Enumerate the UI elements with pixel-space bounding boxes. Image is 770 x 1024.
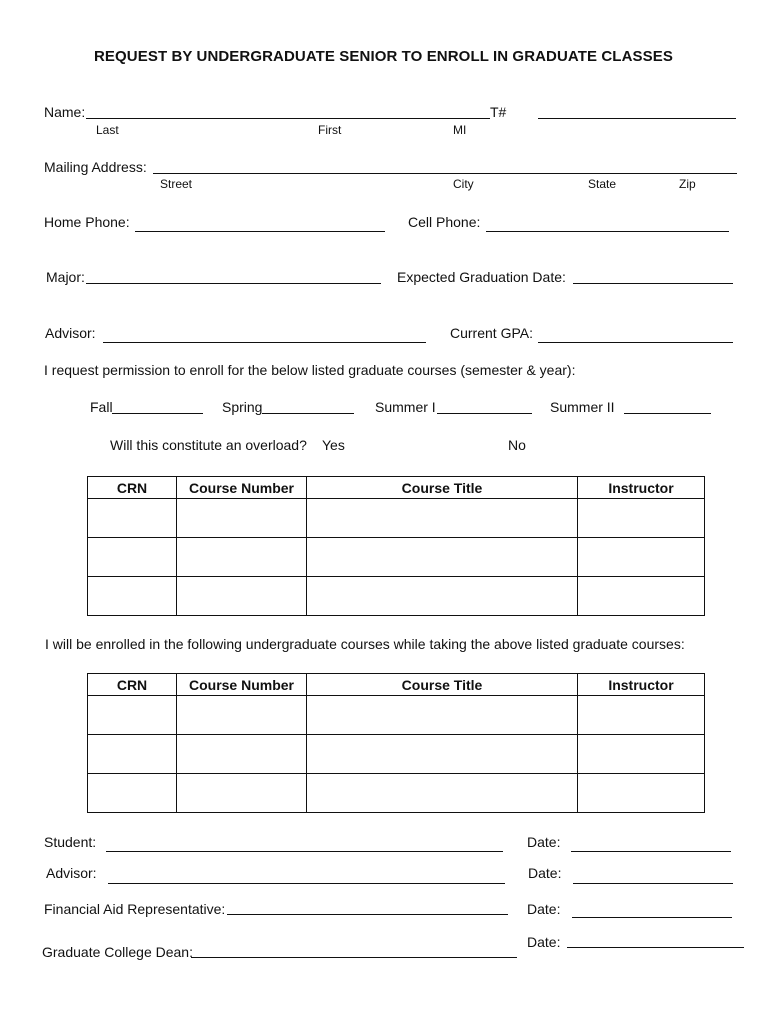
home-phone-label: Home Phone:: [44, 214, 130, 230]
major-label: Major:: [46, 269, 85, 285]
instructor-cell[interactable]: [578, 499, 705, 538]
graduate-courses-table: [87, 476, 705, 616]
course-number-cell[interactable]: [177, 735, 307, 774]
header-crn: CRN: [88, 477, 177, 499]
address-sub-city: City: [453, 177, 474, 191]
table-row: [88, 696, 705, 735]
header-course-title: Course Title: [307, 477, 578, 499]
address-label: Mailing Address:: [44, 159, 147, 175]
table-row: [88, 538, 705, 577]
grad-date-label: Expected Graduation Date:: [397, 269, 566, 285]
tnum-field[interactable]: [538, 118, 736, 119]
fall-label: Fall: [90, 399, 113, 415]
summer2-field[interactable]: [624, 413, 711, 414]
grad-date-field[interactable]: [573, 283, 733, 284]
undergraduate-courses-table: [87, 673, 705, 813]
crn-cell[interactable]: [88, 577, 177, 616]
name-sub-first: First: [318, 123, 342, 137]
cell-phone-label: Cell Phone:: [408, 214, 481, 230]
instructor-cell[interactable]: [578, 538, 705, 577]
gpa-field[interactable]: [538, 342, 733, 343]
dean-sign-label: Graduate College Dean:: [42, 944, 193, 960]
finaid-date-field[interactable]: [572, 917, 732, 918]
crn-cell[interactable]: [88, 696, 177, 735]
course-number-cell[interactable]: [177, 577, 307, 616]
course-number-cell[interactable]: [177, 538, 307, 577]
course-title-cell[interactable]: [307, 538, 578, 577]
instructor-cell[interactable]: [578, 774, 705, 813]
name-sub-last: Last: [96, 123, 119, 137]
instructor-cell[interactable]: [578, 577, 705, 616]
cell-phone-field[interactable]: [486, 231, 729, 232]
table-row: [88, 735, 705, 774]
summer1-field[interactable]: [437, 413, 532, 414]
overload-no[interactable]: No: [508, 437, 526, 453]
crn-cell[interactable]: [88, 774, 177, 813]
address-sub-zip: Zip: [679, 177, 696, 191]
spring-field[interactable]: [262, 413, 354, 414]
course-title-cell[interactable]: [307, 577, 578, 616]
course-number-cell[interactable]: [177, 696, 307, 735]
header-crn: CRN: [88, 674, 177, 696]
name-field[interactable]: [86, 118, 490, 119]
dean-sign-field[interactable]: [191, 957, 517, 958]
header-instructor: Instructor: [578, 477, 705, 499]
advisor-field[interactable]: [103, 342, 426, 343]
course-title-cell[interactable]: [307, 499, 578, 538]
table-row: [88, 577, 705, 616]
course-title-cell[interactable]: [307, 696, 578, 735]
advisor-sign-label: Advisor:: [46, 865, 97, 881]
overload-question: Will this constitute an overload?: [110, 437, 307, 453]
request-text: I request permission to enroll for the below listed graduate courses (semester & year):: [44, 362, 576, 378]
dean-date-field[interactable]: [567, 947, 744, 948]
advisor-date-field[interactable]: [573, 883, 733, 884]
student-date-label: Date:: [527, 834, 561, 850]
gpa-label: Current GPA:: [450, 325, 533, 341]
tnum-label: T#: [490, 104, 507, 120]
dean-date-label: Date:: [527, 934, 561, 950]
finaid-sign-field[interactable]: [227, 914, 508, 915]
crn-cell[interactable]: [88, 735, 177, 774]
student-sign-field[interactable]: [106, 851, 503, 852]
table-row: [88, 774, 705, 813]
overload-yes[interactable]: Yes: [322, 437, 345, 453]
student-sign-label: Student:: [44, 834, 97, 850]
summer1-label: Summer I: [375, 399, 436, 415]
home-phone-field[interactable]: [135, 231, 385, 232]
undergrad-text: I will be enrolled in the following undergraduate courses while taking the above listed graduate courses:: [45, 636, 685, 652]
summer2-label: Summer II: [550, 399, 615, 415]
advisor-date-label: Date:: [528, 865, 562, 881]
header-course-title: Course Title: [307, 674, 578, 696]
course-number-cell[interactable]: [177, 774, 307, 813]
course-title-cell[interactable]: [307, 735, 578, 774]
form-title: REQUEST BY UNDERGRADUATE SENIOR TO ENROLL IN GRADUATE CLASSES: [94, 48, 673, 65]
crn-cell[interactable]: [88, 499, 177, 538]
header-instructor: Instructor: [578, 674, 705, 696]
crn-cell[interactable]: [88, 538, 177, 577]
student-date-field[interactable]: [571, 851, 731, 852]
name-sub-mi: MI: [453, 123, 467, 137]
header-course-number: Course Number: [177, 477, 307, 499]
table-row: [88, 499, 705, 538]
course-title-cell[interactable]: [307, 774, 578, 813]
name-label: Name:: [44, 104, 86, 120]
spring-label: Spring: [222, 399, 263, 415]
fall-field[interactable]: [112, 413, 203, 414]
finaid-date-label: Date:: [527, 901, 561, 917]
instructor-cell[interactable]: [578, 696, 705, 735]
address-field[interactable]: [153, 173, 737, 174]
address-sub-street: Street: [160, 177, 193, 191]
address-sub-state: State: [588, 177, 617, 191]
major-field[interactable]: [86, 283, 381, 284]
advisor-label: Advisor:: [45, 325, 96, 341]
advisor-sign-field[interactable]: [108, 883, 505, 884]
finaid-sign-label: Financial Aid Representative:: [44, 901, 226, 917]
instructor-cell[interactable]: [578, 735, 705, 774]
course-number-cell[interactable]: [177, 499, 307, 538]
header-course-number: Course Number: [177, 674, 307, 696]
